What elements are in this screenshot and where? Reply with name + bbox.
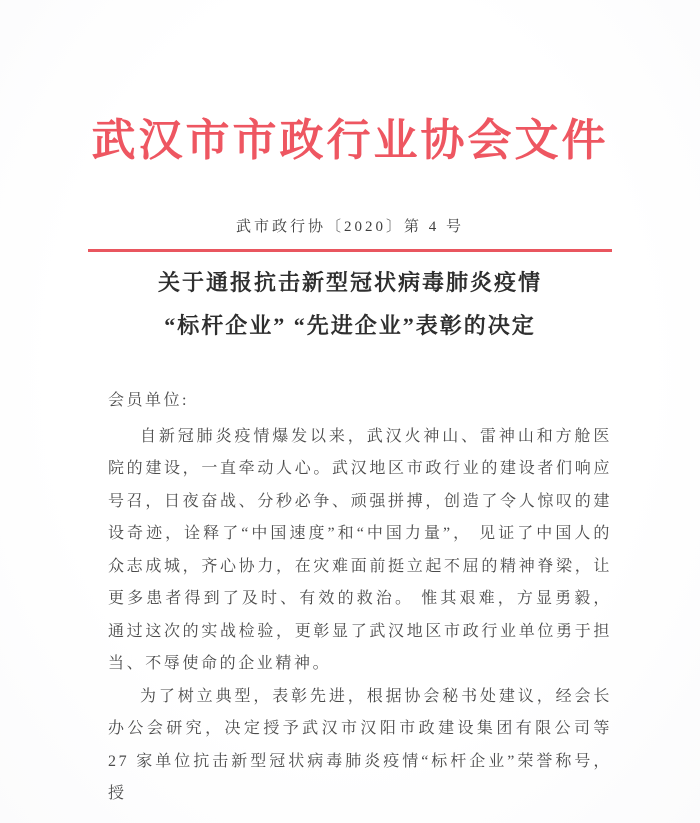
salutation: 会员单位: [108, 391, 189, 409]
red-header-org-title: 武汉市市政行业协会文件 [91, 116, 609, 165]
doc-title-line1: 关于通报抗击新型冠状病毒肺炎疫情 [157, 269, 542, 295]
paragraph-1: 自新冠肺炎疫情爆发以来，武汉火神山、雷神山和方舱医院的建设，一直牵动人心。武汉地区市政行业的建设者们响应号召，日夜奋战、分秒必争、顽强拼搏，创造了令人惊叹的建设奇迹，诠释了“中国速度”和“中国力量”， 见证了中国人的众志成城，齐心协力，在灾难面前挺立起不屈的精神脊梁，让更多患者得到了及时、有效的救治。 惟其艰难，方显勇毅，通过这次的实战检验，更彰显了武汉地区市政行业单位勇于担当、不辱使命的企业精神。 [108, 427, 612, 673]
doc-number: 武市政行协〔2020〕第 4 号 [235, 218, 464, 235]
red-divider-line [88, 249, 612, 252]
paragraph-2: 为了树立典型，表彰先进，根据协会秘书处建议，经会长办公会研究，决定授予武汉市汉阳市政建设集团有限公司等 27 家单位抗击新型冠状病毒肺炎疫情“标杆企业”荣誉称号，授 [108, 687, 612, 803]
doc-title [0, 261, 700, 347]
doc-title-line2: “标杆企业” “先进企业”表彰的决定 [164, 312, 536, 338]
document-body [108, 421, 612, 811]
